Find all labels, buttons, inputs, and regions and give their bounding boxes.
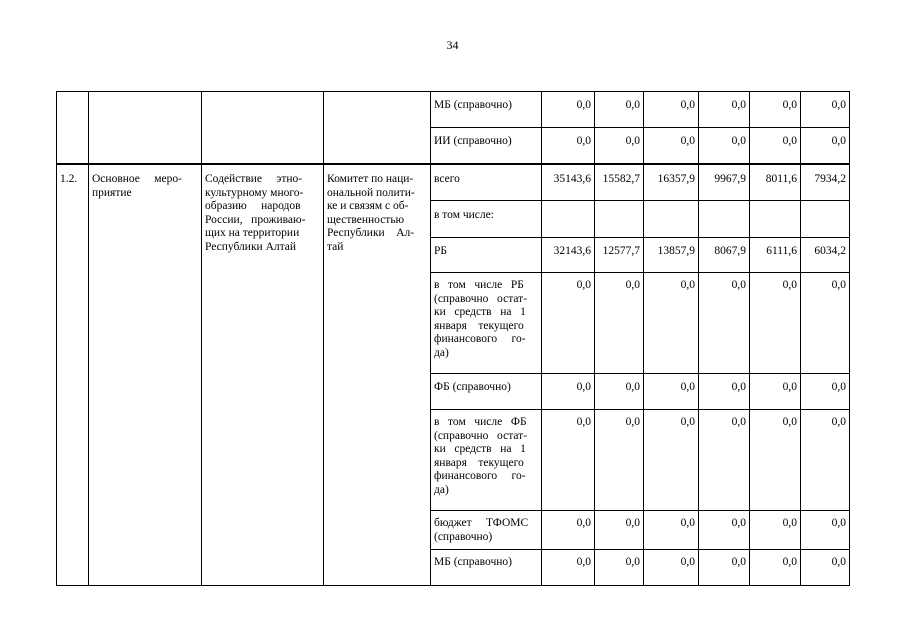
item-executor-line: щественностью	[327, 213, 405, 226]
value-cell: 0,0	[750, 92, 801, 128]
item-description-line: образию народов	[205, 200, 301, 212]
source-line: (справочно остат-	[434, 292, 528, 305]
value-cell: 0,0	[595, 511, 644, 550]
item-description-line: Содействие этно-	[205, 173, 303, 185]
value-cell: 0,0	[542, 273, 595, 374]
value-cell: 0,0	[644, 128, 699, 164]
description-cell-empty	[202, 92, 324, 164]
value-cell: 13857,9	[644, 238, 699, 273]
value-cell	[801, 201, 850, 238]
source-line: (справочно)	[434, 530, 493, 543]
page-number: 34	[446, 38, 459, 52]
source-line: бюджет ТФОМС	[434, 517, 529, 529]
value-cell: 0,0	[699, 511, 750, 550]
source-line: да)	[434, 346, 449, 359]
item-executor	[324, 165, 431, 586]
value-cell: 0,0	[595, 410, 644, 511]
item-executor-line: Республики Ал-	[327, 227, 415, 239]
value-cell: 8067,9	[699, 238, 750, 273]
source-cell	[431, 511, 542, 550]
value-cell: 0,0	[644, 550, 699, 586]
value-cell: 0,0	[542, 511, 595, 550]
source-line: да)	[434, 483, 449, 496]
value-cell: 6034,2	[801, 238, 850, 273]
source-cell: РБ	[431, 238, 542, 273]
item-description	[202, 165, 324, 586]
value-cell: 0,0	[750, 273, 801, 374]
item-description-line: культурному много-	[205, 186, 304, 199]
value-cell	[750, 201, 801, 238]
value-cell: 0,0	[750, 511, 801, 550]
item-executor-line: ке и связям с об-	[327, 200, 409, 212]
value-cell: 0,0	[595, 550, 644, 586]
value-cell: 0,0	[750, 410, 801, 511]
value-cell: 0,0	[699, 128, 750, 164]
number-cell-empty	[57, 92, 89, 164]
item-number: 1.2.	[57, 165, 89, 586]
financing-table	[56, 91, 850, 586]
value-cell: 8011,6	[750, 165, 801, 201]
value-cell: 0,0	[699, 550, 750, 586]
source-line: января текущего	[434, 319, 524, 332]
item-executor-line: Комитет по наци-	[327, 173, 414, 185]
value-cell: 0,0	[750, 374, 801, 410]
source-cell: ИИ (справочно)	[431, 128, 542, 164]
value-cell: 0,0	[801, 273, 850, 374]
source-cell: ФБ (справочно)	[431, 374, 542, 410]
executor-cell-empty	[324, 92, 431, 164]
value-cell: 0,0	[542, 128, 595, 164]
source-line: ки средств на 1	[434, 443, 526, 455]
value-cell: 0,0	[699, 410, 750, 511]
value-cell: 16357,9	[644, 165, 699, 201]
value-cell: 0,0	[644, 273, 699, 374]
source-cell	[431, 273, 542, 374]
value-cell: 0,0	[595, 128, 644, 164]
source-line: (справочно остат-	[434, 429, 528, 442]
value-cell	[595, 201, 644, 238]
value-cell	[542, 201, 595, 238]
type-cell-empty	[89, 92, 202, 164]
item-description-line: Республики Алтай	[205, 240, 297, 253]
value-cell: 0,0	[542, 92, 595, 128]
item-type-line: Основное меро-	[92, 173, 182, 185]
value-cell: 0,0	[699, 374, 750, 410]
value-cell: 0,0	[801, 374, 850, 410]
value-cell	[699, 201, 750, 238]
source-cell: МБ (справочно)	[431, 550, 542, 586]
value-cell: 0,0	[644, 410, 699, 511]
value-cell: 0,0	[542, 550, 595, 586]
value-cell: 35143,6	[542, 165, 595, 201]
item-description-line: щих на территории	[205, 227, 300, 239]
table-row	[57, 165, 850, 201]
item-executor-line: ональной полити-	[327, 186, 415, 199]
source-line: в том числе РБ	[434, 279, 524, 291]
value-cell: 0,0	[801, 128, 850, 164]
item-type	[89, 165, 202, 586]
value-cell: 0,0	[542, 374, 595, 410]
source-line: финансового го-	[434, 470, 526, 482]
source-line: в том числе ФБ	[434, 416, 527, 428]
value-cell: 0,0	[750, 128, 801, 164]
value-cell: 0,0	[801, 511, 850, 550]
value-cell: 6111,6	[750, 238, 801, 273]
item-executor-line: тай	[327, 240, 344, 253]
value-cell: 9967,9	[699, 165, 750, 201]
value-cell: 0,0	[595, 374, 644, 410]
value-cell: 0,0	[699, 92, 750, 128]
value-cell	[644, 201, 699, 238]
value-cell: 0,0	[595, 273, 644, 374]
source-cell: в том числе:	[431, 201, 542, 238]
value-cell: 12577,7	[595, 238, 644, 273]
value-cell: 7934,2	[801, 165, 850, 201]
value-cell: 0,0	[801, 550, 850, 586]
source-line: ки средств на 1	[434, 306, 526, 318]
value-cell: 15582,7	[595, 165, 644, 201]
value-cell: 32143,6	[542, 238, 595, 273]
value-cell: 0,0	[644, 511, 699, 550]
source-cell: МБ (справочно)	[431, 92, 542, 128]
item-type-line: приятие	[92, 186, 132, 199]
value-cell: 0,0	[801, 410, 850, 511]
table-row	[57, 92, 850, 128]
source-cell: всего	[431, 165, 542, 201]
source-cell	[431, 410, 542, 511]
value-cell: 0,0	[801, 92, 850, 128]
value-cell: 0,0	[542, 410, 595, 511]
value-cell: 0,0	[699, 273, 750, 374]
value-cell: 0,0	[644, 92, 699, 128]
item-description-line: России, проживаю-	[205, 213, 306, 226]
value-cell: 0,0	[644, 374, 699, 410]
source-line: января текущего	[434, 456, 524, 469]
source-line: финансового го-	[434, 333, 526, 345]
value-cell: 0,0	[750, 550, 801, 586]
value-cell: 0,0	[595, 92, 644, 128]
